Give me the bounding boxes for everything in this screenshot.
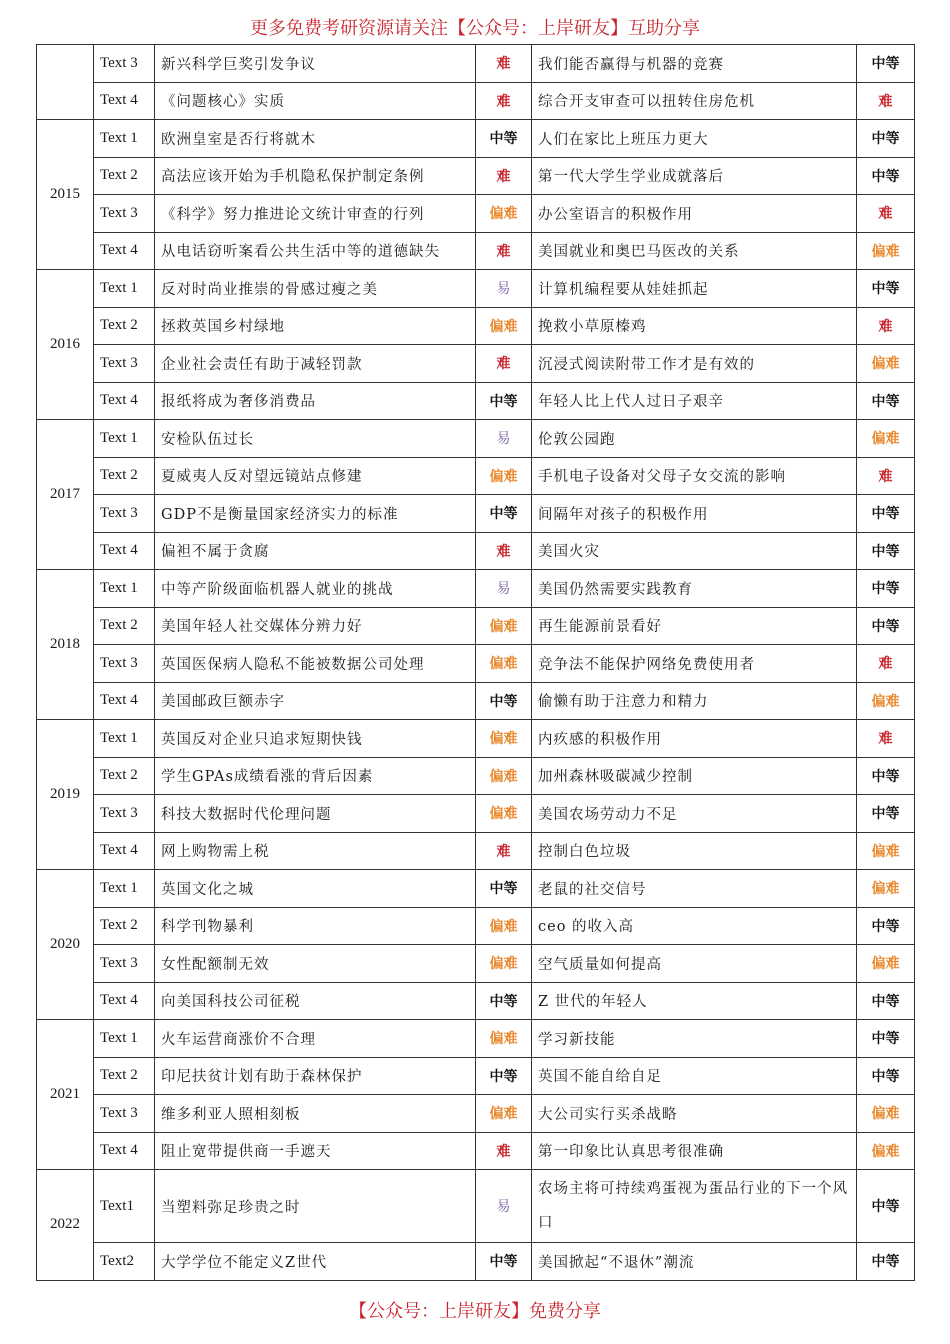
difficulty-cell: 难	[476, 1132, 532, 1170]
article-title-cell: 大学学位不能定义Z世代	[155, 1243, 476, 1281]
year-cell: 2019	[37, 720, 94, 870]
article-title-cell: 夏威夷人反对望远镜站点修建	[155, 457, 476, 495]
article-title-cell: 印尼扶贫计划有助于森林保护	[155, 1057, 476, 1095]
article-title-cell: 欧洲皇室是否行将就木	[155, 120, 476, 158]
text-number-cell: Text 3	[94, 45, 155, 83]
article-title-cell: 加州森林吸碳减少控制	[532, 757, 857, 795]
article-title-cell: 农场主将可持续鸡蛋视为蛋品行业的下一个风口	[532, 1170, 857, 1243]
table-row	[37, 1095, 915, 1133]
difficulty-cell: 中等	[857, 532, 915, 570]
table-row	[37, 120, 915, 158]
article-title-cell: 科学刊物暴利	[155, 907, 476, 945]
text-number-cell: Text 1	[94, 120, 155, 158]
table-row	[37, 570, 915, 608]
table-row	[37, 1132, 915, 1170]
difficulty-cell: 难	[857, 307, 915, 345]
difficulty-cell: 偏难	[857, 870, 915, 908]
article-title-cell: 空气质量如何提高	[532, 945, 857, 983]
difficulty-cell: 偏难	[857, 232, 915, 270]
difficulty-cell: 中等	[857, 157, 915, 195]
article-title-cell: 沉浸式阅读附带工作才是有效的	[532, 345, 857, 383]
table-row	[37, 607, 915, 645]
article-title-cell: 《问题核心》实质	[155, 82, 476, 120]
article-title-cell: 再生能源前景看好	[532, 607, 857, 645]
difficulty-cell: 偏难	[476, 607, 532, 645]
article-title-cell: 偏袒不属于贪腐	[155, 532, 476, 570]
difficulty-cell: 中等	[476, 1243, 532, 1281]
article-title-cell: 人们在家比上班压力更大	[532, 120, 857, 158]
difficulty-cell: 易	[476, 420, 532, 458]
article-title-cell: 挽救小草原榛鸡	[532, 307, 857, 345]
article-title-cell: 当塑料弥足珍贵之时	[155, 1170, 476, 1243]
table-row	[37, 907, 915, 945]
article-title-cell: 英国不能自给自足	[532, 1057, 857, 1095]
difficulty-cell: 易	[476, 570, 532, 608]
difficulty-cell: 偏难	[476, 720, 532, 758]
table-row	[37, 1170, 915, 1243]
table-row	[37, 832, 915, 870]
year-cell: 2022	[37, 1170, 94, 1281]
difficulty-cell: 中等	[476, 495, 532, 533]
table-row	[37, 82, 915, 120]
article-title-cell: 内疚感的积极作用	[532, 720, 857, 758]
difficulty-cell: 偏难	[857, 832, 915, 870]
table-row	[37, 157, 915, 195]
text-number-cell: Text 3	[94, 345, 155, 383]
article-title-cell: 学生GPAs成绩看涨的背后因素	[155, 757, 476, 795]
text-number-cell: Text 3	[94, 195, 155, 233]
difficulty-cell: 偏难	[476, 645, 532, 683]
difficulty-cell: 偏难	[476, 307, 532, 345]
article-title-cell: 美国年轻人社交媒体分辨力好	[155, 607, 476, 645]
text-number-cell: Text 2	[94, 1057, 155, 1095]
article-title-cell: 火车运营商涨价不合理	[155, 1020, 476, 1058]
difficulty-cell: 偏难	[476, 907, 532, 945]
difficulty-cell: 中等	[476, 870, 532, 908]
difficulty-cell: 中等	[857, 982, 915, 1020]
table-row	[37, 270, 915, 308]
text-number-cell: Text 2	[94, 757, 155, 795]
text-number-cell: Text 3	[94, 495, 155, 533]
difficulty-cell: 偏难	[476, 1020, 532, 1058]
text-number-cell: Text 1	[94, 420, 155, 458]
year-cell: 2021	[37, 1020, 94, 1170]
difficulty-cell: 偏难	[857, 945, 915, 983]
difficulty-cell: 难	[476, 45, 532, 83]
article-title-cell: 反对时尚业推崇的骨感过瘦之美	[155, 270, 476, 308]
difficulty-cell: 中等	[857, 1170, 915, 1243]
text-number-cell: Text2	[94, 1243, 155, 1281]
text-number-cell: Text 4	[94, 232, 155, 270]
text-number-cell: Text 3	[94, 945, 155, 983]
difficulty-cell: 难	[476, 157, 532, 195]
table-row	[37, 232, 915, 270]
article-title-cell: 第一代大学生学业成就落后	[532, 157, 857, 195]
article-title-cell: 英国医保病人隐私不能被数据公司处理	[155, 645, 476, 683]
difficulty-cell: 中等	[476, 682, 532, 720]
article-title-cell: 美国邮政巨额赤字	[155, 682, 476, 720]
table-row	[37, 195, 915, 233]
header-banner: 更多免费考研资源请关注【公众号：上岸研友】互助分享	[250, 18, 700, 39]
difficulty-cell: 难	[476, 345, 532, 383]
article-title-cell: 拯救英国乡村绿地	[155, 307, 476, 345]
difficulty-cell: 中等	[857, 570, 915, 608]
difficulty-cell: 偏难	[476, 945, 532, 983]
difficulty-cell: 偏难	[476, 1095, 532, 1133]
difficulty-cell: 偏难	[857, 420, 915, 458]
article-title-cell: 企业社会责任有助于减轻罚款	[155, 345, 476, 383]
article-title-cell: 《科学》努力推进论文统计审查的行列	[155, 195, 476, 233]
difficulty-cell: 偏难	[476, 795, 532, 833]
year-cell: 2018	[37, 570, 94, 720]
difficulty-cell: 难	[857, 720, 915, 758]
article-title-cell: 美国农场劳动力不足	[532, 795, 857, 833]
difficulty-cell: 偏难	[857, 682, 915, 720]
difficulty-cell: 中等	[857, 757, 915, 795]
article-title-cell: 美国掀起“不退休”潮流	[532, 1243, 857, 1281]
table-row	[37, 457, 915, 495]
difficulty-cell: 中等	[857, 907, 915, 945]
article-title-cell: 向美国科技公司征税	[155, 982, 476, 1020]
difficulty-cell: 中等	[476, 120, 532, 158]
article-title-cell: 大公司实行买杀战略	[532, 1095, 857, 1133]
text-number-cell: Text 2	[94, 307, 155, 345]
difficulty-cell: 难	[476, 532, 532, 570]
text-number-cell: Text 1	[94, 570, 155, 608]
table-row	[37, 945, 915, 983]
article-title-cell: 报纸将成为奢侈消费品	[155, 382, 476, 420]
text-number-cell: Text 1	[94, 870, 155, 908]
difficulty-cell: 偏难	[857, 1132, 915, 1170]
text-number-cell: Text 2	[94, 607, 155, 645]
article-title-cell: 新兴科学巨奖引发争议	[155, 45, 476, 83]
table-row	[37, 645, 915, 683]
table-row	[37, 982, 915, 1020]
difficulty-cell: 中等	[857, 607, 915, 645]
table-row	[37, 532, 915, 570]
year-cell	[37, 45, 94, 120]
article-title-cell: 阻止宽带提供商一手遮天	[155, 1132, 476, 1170]
text-number-cell: Text 3	[94, 1095, 155, 1133]
difficulty-cell: 难	[857, 645, 915, 683]
year-cell: 2016	[37, 270, 94, 420]
table-row	[37, 1243, 915, 1281]
table-row	[37, 795, 915, 833]
article-title-cell: 女性配额制无效	[155, 945, 476, 983]
difficulty-cell: 难	[857, 195, 915, 233]
text-number-cell: Text 3	[94, 645, 155, 683]
difficulty-cell: 偏难	[857, 1095, 915, 1133]
article-title-cell: 安检队伍过长	[155, 420, 476, 458]
table-row	[37, 345, 915, 383]
article-title-cell: 竞争法不能保护网络免费使用者	[532, 645, 857, 683]
article-title-cell: 高法应该开始为手机隐私保护制定条例	[155, 157, 476, 195]
difficulty-cell: 中等	[857, 270, 915, 308]
text-number-cell: Text 4	[94, 682, 155, 720]
difficulty-cell: 中等	[857, 495, 915, 533]
difficulty-cell: 偏难	[857, 345, 915, 383]
difficulty-cell: 难	[476, 832, 532, 870]
article-title-cell: 网上购物需上税	[155, 832, 476, 870]
article-title-cell: 科技大数据时代伦理问题	[155, 795, 476, 833]
article-title-cell: 控制白色垃圾	[532, 832, 857, 870]
text-number-cell: Text 4	[94, 532, 155, 570]
article-title-cell: 偷懒有助于注意力和精力	[532, 682, 857, 720]
text-number-cell: Text 2	[94, 907, 155, 945]
difficulty-cell: 中等	[857, 1057, 915, 1095]
article-title-cell: 美国火灾	[532, 532, 857, 570]
table-row	[37, 382, 915, 420]
text-number-cell: Text 4	[94, 382, 155, 420]
article-title-cell: 英国反对企业只追求短期快钱	[155, 720, 476, 758]
article-title-cell: 美国就业和奥巴马医改的关系	[532, 232, 857, 270]
article-title-cell: 办公室语言的积极作用	[532, 195, 857, 233]
text-number-cell: Text 1	[94, 720, 155, 758]
exam-topics-table	[36, 44, 915, 1281]
table-row	[37, 720, 915, 758]
difficulty-cell: 偏难	[476, 757, 532, 795]
text-number-cell: Text 3	[94, 795, 155, 833]
article-title-cell: ceo 的收入高	[532, 907, 857, 945]
year-cell: 2017	[37, 420, 94, 570]
text-number-cell: Text 2	[94, 157, 155, 195]
article-title-cell: 年轻人比上代人过日子艰辛	[532, 382, 857, 420]
year-cell: 2020	[37, 870, 94, 1020]
text-number-cell: Text 1	[94, 1020, 155, 1058]
article-title-cell: 计算机编程要从娃娃抓起	[532, 270, 857, 308]
difficulty-cell: 偏难	[476, 195, 532, 233]
difficulty-cell: 易	[476, 1170, 532, 1243]
difficulty-cell: 中等	[857, 1020, 915, 1058]
difficulty-cell: 中等	[857, 120, 915, 158]
article-title-cell: 手机电子设备对父母子女交流的影响	[532, 457, 857, 495]
article-title-cell: 维多利亚人照相刻板	[155, 1095, 476, 1133]
table-row	[37, 307, 915, 345]
table-row	[37, 757, 915, 795]
table-row	[37, 682, 915, 720]
article-title-cell: GDP不是衡量国家经济实力的标准	[155, 495, 476, 533]
article-title-cell: 中等产阶级面临机器人就业的挑战	[155, 570, 476, 608]
difficulty-cell: 中等	[476, 382, 532, 420]
table-row	[37, 1020, 915, 1058]
difficulty-cell: 中等	[857, 45, 915, 83]
difficulty-cell: 中等	[857, 382, 915, 420]
article-title-cell: 英国文化之城	[155, 870, 476, 908]
difficulty-cell: 难	[857, 82, 915, 120]
table-row	[37, 1057, 915, 1095]
table-row	[37, 495, 915, 533]
text-number-cell: Text 1	[94, 270, 155, 308]
footer-banner: 【公众号：上岸研友】免费分享	[349, 1301, 601, 1322]
text-number-cell: Text1	[94, 1170, 155, 1243]
article-title-cell: 老鼠的社交信号	[532, 870, 857, 908]
text-number-cell: Text 4	[94, 1132, 155, 1170]
difficulty-cell: 易	[476, 270, 532, 308]
difficulty-cell: 难	[857, 457, 915, 495]
year-cell: 2015	[37, 120, 94, 270]
difficulty-cell: 难	[476, 82, 532, 120]
table-row	[37, 870, 915, 908]
difficulty-cell: 中等	[857, 795, 915, 833]
article-title-cell: 间隔年对孩子的积极作用	[532, 495, 857, 533]
article-title-cell: 从电话窃听案看公共生活中等的道德缺失	[155, 232, 476, 270]
text-number-cell: Text 4	[94, 832, 155, 870]
text-number-cell: Text 2	[94, 457, 155, 495]
article-title-cell: 我们能否赢得与机器的竞赛	[532, 45, 857, 83]
difficulty-cell: 中等	[476, 982, 532, 1020]
difficulty-cell: 难	[476, 232, 532, 270]
article-title-cell: Z 世代的年轻人	[532, 982, 857, 1020]
difficulty-cell: 偏难	[476, 457, 532, 495]
text-number-cell: Text 4	[94, 982, 155, 1020]
table-row	[37, 45, 915, 83]
article-title-cell: 美国仍然需要实践教育	[532, 570, 857, 608]
article-title-cell: 伦敦公园跑	[532, 420, 857, 458]
article-title-cell: 学习新技能	[532, 1020, 857, 1058]
difficulty-cell: 中等	[857, 1243, 915, 1281]
table-row	[37, 420, 915, 458]
article-title-cell: 综合开支审查可以扭转住房危机	[532, 82, 857, 120]
difficulty-cell: 中等	[476, 1057, 532, 1095]
article-title-cell: 第一印象比认真思考很准确	[532, 1132, 857, 1170]
text-number-cell: Text 4	[94, 82, 155, 120]
